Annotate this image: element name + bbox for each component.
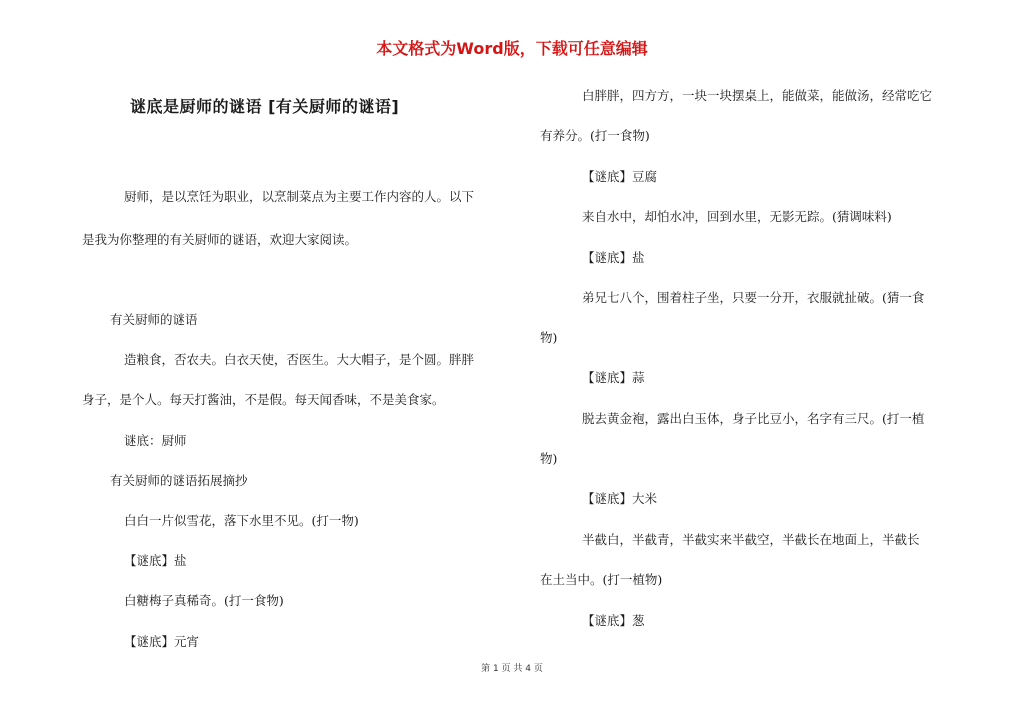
paragraph-line: 造粮食，否农夫。白衣天使，否医生。大大帽子，是个圆。胖胖 [124, 352, 475, 367]
answer-line: 【谜底】元宵 [124, 634, 200, 649]
paragraph-line: 是我为你整理的有关厨师的谜语，欢迎大家阅读。 [82, 232, 358, 247]
paragraph-line: 厨师，是以烹饪为职业，以烹制菜点为主要工作内容的人。以下 [124, 189, 475, 204]
answer-line: 【谜底】盐 [124, 553, 187, 568]
riddle-line: 白白一片似雪花，落下水里不见。(打一物) [124, 513, 359, 528]
riddle-line: 物) [540, 330, 558, 345]
answer-line: 【谜底】葱 [582, 613, 645, 628]
riddle-line: 在土当中。(打一植物) [540, 572, 663, 587]
riddle-line: 半截白，半截青，半截实来半截空，半截长在地面上，半截长 [582, 532, 920, 547]
section-heading: 有关厨师的谜语 [110, 312, 198, 327]
riddle-line: 白糖梅子真稀奇。(打一食物) [124, 593, 284, 608]
edit-banner: 本文格式为Word版，下载可任意编辑 [376, 39, 648, 58]
page-number: 第 1 页 共 4 页 [481, 664, 543, 674]
answer-line: 【谜底】蒜 [582, 370, 645, 385]
riddle-line: 白胖胖，四方方，一块一块摆桌上，能做菜，能做汤，经常吃它 [582, 88, 933, 103]
answer-line: 【谜底】大米 [582, 491, 658, 506]
answer-line: 【谜底】豆腐 [582, 169, 658, 184]
paragraph-line: 身子，是个人。每天打酱油，不是假。每天闻香味，不是美食家。 [82, 392, 445, 407]
riddle-line: 脱去黄金袍，露出白玉体，身子比豆小，名字有三尺。(打一植 [582, 411, 925, 426]
answer-line: 【谜底】盐 [582, 250, 645, 265]
riddle-line: 弟兄七八个，围着柱子坐，只要一分开，衣服就扯破。(猜一食 [582, 290, 925, 305]
riddle-line: 来自水中，却怕水冲，回到水里，无影无踪。(猜调味料) [582, 209, 892, 224]
page-title: 谜底是厨师的谜语 [有关厨师的谜语] [130, 97, 400, 116]
answer-line: 谜底：厨师 [124, 433, 187, 448]
riddle-line: 物) [540, 451, 558, 466]
riddle-line: 有养分。(打一食物) [540, 128, 650, 143]
section-heading: 有关厨师的谜语拓展摘抄 [110, 473, 248, 488]
